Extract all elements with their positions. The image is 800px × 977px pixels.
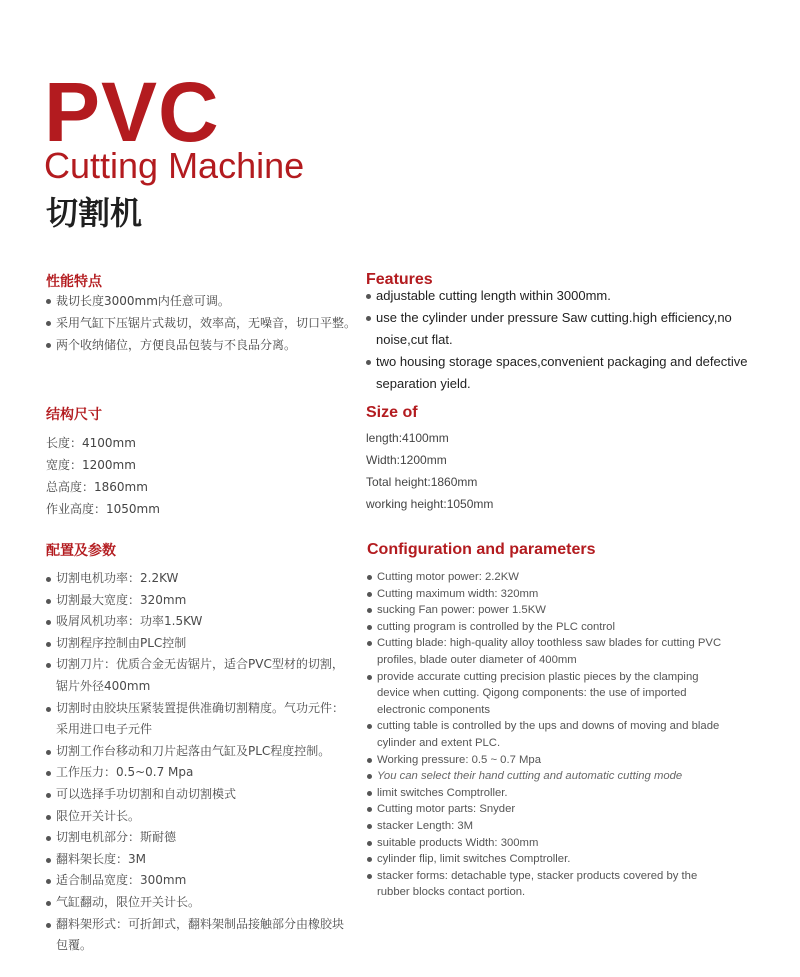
list-item: 切割电机部分：斯耐德 xyxy=(46,827,351,849)
config-list-cn xyxy=(46,568,351,957)
list-item: sucking Fan power: power 1.5KW xyxy=(367,602,727,619)
list-item: use the cylinder under pressure Saw cutting.high efficiency,no noise,cut flat. xyxy=(366,307,771,351)
list-item: suitable products Width: 300mm xyxy=(367,835,727,852)
list-item: 限位开关计长。 xyxy=(46,806,351,828)
config-list-en xyxy=(367,569,727,901)
list-item: length:4100mm xyxy=(366,431,449,445)
list-item: You can select their hand cutting and automatic cutting mode xyxy=(367,768,727,785)
list-item: Cutting motor power: 2.2KW xyxy=(367,569,727,586)
list-item: 长度：4100mm xyxy=(46,436,136,450)
list-item: cutting program is controlled by the PLC control xyxy=(367,619,727,636)
size-heading-en: Size of xyxy=(366,404,418,421)
list-item: 作业高度：1050mm xyxy=(46,502,160,516)
list-item: 切割刀片：优质合金无齿锯片，适合PVC型材的切割，锯片外径400mm xyxy=(46,654,351,697)
config-heading-en: Configuration and parameters xyxy=(367,541,596,558)
list-item: Cutting motor parts: Snyder xyxy=(367,801,727,818)
list-item: two housing storage spaces,convenient packaging and defective separation yield. xyxy=(366,351,771,395)
list-item: 总高度：1860mm xyxy=(46,480,148,494)
list-item: 裁切长度3000mm内任意可调。 xyxy=(46,290,366,312)
list-item: 切割电机功率：2.2KW xyxy=(46,568,351,590)
features-list-cn xyxy=(46,290,366,356)
list-item: 切割程序控制由PLC控制 xyxy=(46,633,351,655)
features-heading-cn: 性能特点 xyxy=(46,274,102,290)
list-item: 切割最大宽度：320mm xyxy=(46,590,351,612)
list-item: 切割时由胶块压紧装置提供准确切割精度。气功元件：采用进口电子元件 xyxy=(46,698,351,741)
features-list-en xyxy=(366,285,771,395)
list-item: cylinder flip, limit switches Comptroller. xyxy=(367,851,727,868)
list-item: 翻料架形式：可折卸式，翻料架制品接触部分由橡胶块包覆。 xyxy=(46,914,351,957)
list-item: Total height:1860mm xyxy=(366,475,478,489)
page-title-chinese: 切割机 xyxy=(46,194,143,232)
list-item: 工作压力：0.5~0.7 Mpa xyxy=(46,762,351,784)
page-title: PVC xyxy=(44,65,220,159)
list-item: stacker forms: detachable type, stacker products covered by the rubber blocks contact portion. xyxy=(367,868,727,901)
list-item: Cutting maximum width: 320mm xyxy=(367,586,727,603)
list-item: Cutting blade: high-quality alloy toothless saw blades for cutting PVC profiles, blade outer diameter of 400mm xyxy=(367,635,727,668)
list-item: 翻料架长度：3M xyxy=(46,849,351,871)
list-item: Working pressure: 0.5 ~ 0.7 Mpa xyxy=(367,752,727,769)
size-list-cn xyxy=(46,432,160,520)
list-item: 气缸翻动，限位开关计长。 xyxy=(46,892,351,914)
page-subtitle: Cutting Machine xyxy=(44,145,305,186)
list-item: stacker Length: 3M xyxy=(367,818,727,835)
list-item: working height:1050mm xyxy=(366,497,494,511)
list-item: 适合制品宽度：300mm xyxy=(46,870,351,892)
list-item: provide accurate cutting precision plastic pieces by the clamping device when cutting. Qigong components: the use of imported electronic components xyxy=(367,669,727,719)
list-item: 采用气缸下压锯片式裁切，效率高，无噪音，切口平整。 xyxy=(46,312,366,334)
list-item: limit switches Comptroller. xyxy=(367,785,727,802)
size-heading-cn: 结构尺寸 xyxy=(46,407,102,423)
size-list-en xyxy=(366,427,493,515)
features-heading-en: Features xyxy=(366,271,433,288)
list-item: 切割工作台移动和刀片起落由气缸及PLC程度控制。 xyxy=(46,741,351,763)
list-item: 可以选择手功切割和自动切割模式 xyxy=(46,784,351,806)
list-item: 宽度：1200mm xyxy=(46,458,136,472)
list-item: cutting table is controlled by the ups and downs of moving and blade cylinder and extent PLC. xyxy=(367,718,727,751)
list-item: 吸屑风机功率：功率1.5KW xyxy=(46,611,351,633)
list-item: Width:1200mm xyxy=(366,453,447,467)
config-heading-cn: 配置及参数 xyxy=(46,543,116,559)
list-item: adjustable cutting length within 3000mm. xyxy=(366,285,771,307)
list-item: 两个收纳储位，方便良品包装与不良品分离。 xyxy=(46,334,366,356)
